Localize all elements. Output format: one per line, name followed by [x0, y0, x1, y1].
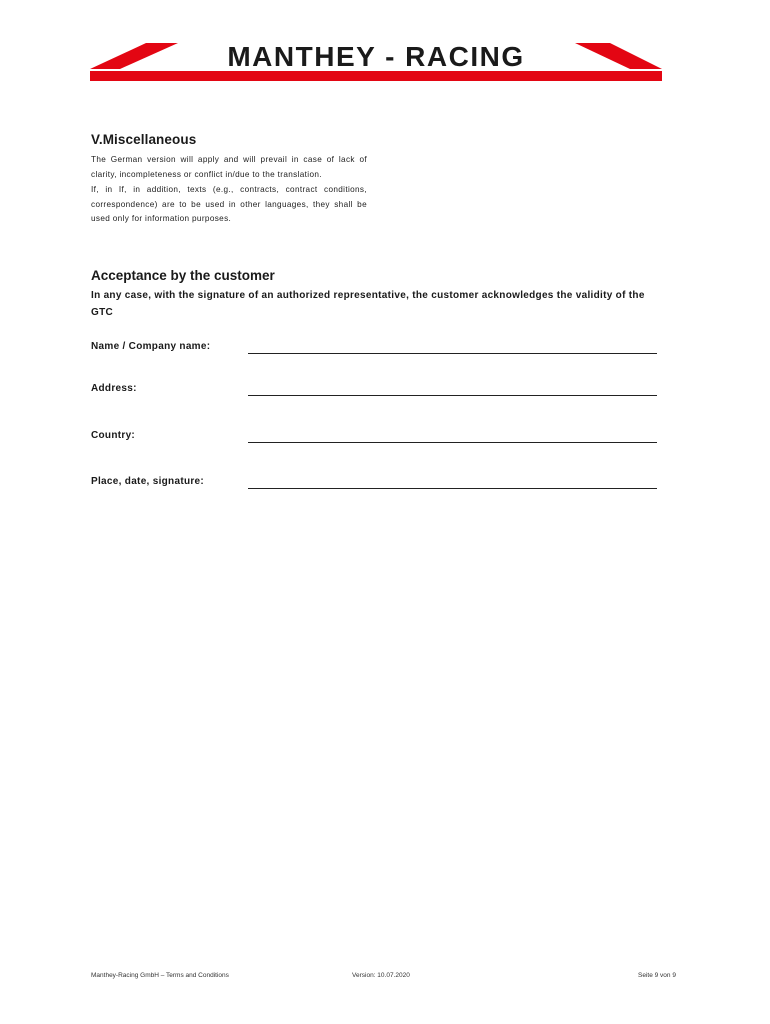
manthey-racing-logo — [90, 40, 662, 84]
logo-right-stripe — [575, 43, 662, 69]
section-title-miscellaneous: V.Miscellaneous — [91, 132, 197, 147]
footer-version: Version: 10.07.2020 — [352, 972, 410, 979]
name-company-field[interactable] — [248, 353, 657, 354]
form-row-name — [91, 341, 657, 357]
form-row-address — [91, 383, 657, 399]
address-label: Address: — [91, 383, 137, 394]
miscellaneous-paragraph-1: The German version will apply and will prevail in case of lack of clarity, incompleteness or conflict in/due to the translation. — [91, 155, 367, 179]
form-row-country — [91, 430, 657, 446]
footer-page-number: Seite 9 von 9 — [638, 972, 676, 979]
place-date-signature-label: Place, date, signature: — [91, 476, 205, 487]
miscellaneous-paragraph-2: If, in If, in addition, texts (e.g., contracts, contract conditions, correspondence) are to be used in other languages, they shall be used only for information purposes. — [91, 185, 367, 223]
country-label: Country: — [91, 430, 136, 441]
acceptance-intro: In any case, with the signature of an authorized representative, the customer acknowledges the validity of the GTC — [91, 290, 645, 318]
address-field[interactable] — [248, 395, 657, 396]
footer-company: Manthey-Racing GmbH – Terms and Conditions — [91, 972, 229, 979]
logo-text: MANTHEY - RACING — [227, 41, 525, 72]
name-company-label: Name / Company name: — [91, 341, 211, 352]
country-field[interactable] — [248, 442, 657, 443]
form-row-signature — [91, 476, 657, 492]
logo-left-stripe — [90, 43, 178, 69]
logo-bottom-bar — [90, 71, 662, 81]
section-title-acceptance: Acceptance by the customer — [91, 268, 275, 283]
place-date-signature-field[interactable] — [248, 488, 657, 489]
